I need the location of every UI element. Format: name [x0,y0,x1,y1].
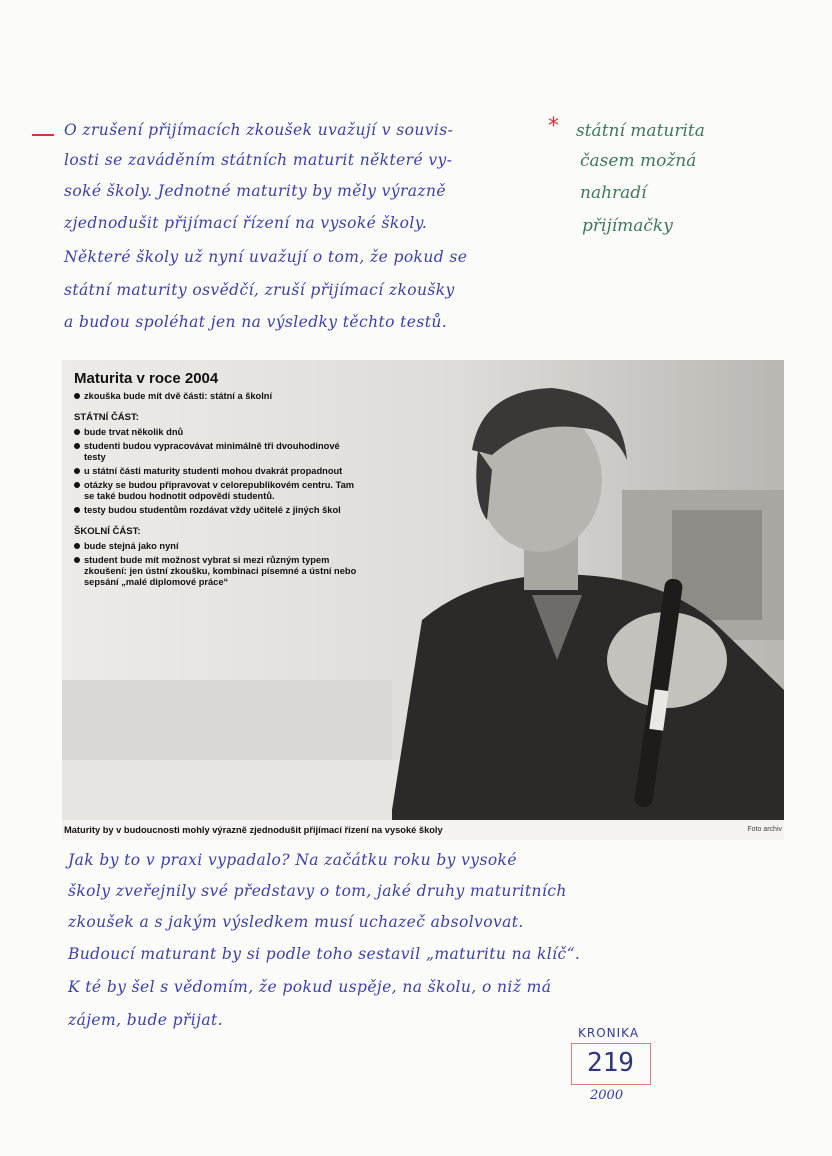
handwriting-line: státní maturity osvědčí, zruší přijímací zkoušky [64,281,455,299]
handwriting-line: losti se zaváděním státních maturit některé vy- [64,151,453,169]
handwriting-line: zkoušek a s jakým výsledkem musí uchazeč absolvovat. [68,913,524,931]
side-note-line: přijímačky [582,216,673,236]
photo-caption [62,820,784,840]
list-item: bude stejná jako nyní [70,541,360,552]
handwriting-line: zájem, bude přijat. [68,1011,223,1029]
list-item: u státní části maturity studenti mohou dvakrát propadnout [70,466,360,477]
margin-dash [32,134,54,136]
handwriting-line: Jak by to v praxi vypadalo? Na začátku roku by vysoké [68,851,517,869]
handwriting-line: Některé školy už nyní uvažují o tom, že pokud se [64,248,468,266]
handwriting-line: soké školy. Jednotné maturity by měly výrazně [64,182,446,200]
clipping-title: Maturita v roce 2004 [74,370,219,387]
asterisk-mark: * [548,114,559,139]
photo-credit: Foto archiv [747,826,782,833]
state-section-heading: STÁTNÍ ČÁST: [74,412,139,423]
list-item: bude trvat několik dnů [70,427,360,438]
side-note-line: časem možná [580,151,697,171]
list-item: studenti budou vypracovávat minimálně tři dvouhodinové testy [70,441,360,463]
newspaper-clipping [62,360,784,840]
list-item: student bude mít možnost vybrat si mezi různým typem zkoušení: jen ústní zkoušku, kombinaci písemné a ústní nebo sepsání „malé diplomové práce“ [70,555,360,588]
chronicle-year: 2000 [590,1088,624,1103]
handwriting-line: a budou spoléhat jen na výsledky těchto testů. [64,313,448,331]
list-item: otázky se budou připravovat v celorepublikovém centru. Tam se také budou hodnotit odpovědi studentů. [70,480,360,502]
handwriting-line: Budoucí maturant by si podle toho sestavil „maturitu na klíč“. [68,945,581,963]
school-section-heading: ŠKOLNÍ ČÁST: [74,526,141,537]
caption-text: Maturity by v budoucnosti mohly výrazně zjednodušit přijímací řízení na vysoké školy [64,825,443,835]
info-box [70,366,360,591]
handwriting-line: školy zveřejnily své představy o tom, jaké druhy maturitních [68,882,567,900]
handwriting-line: K té by šel s vědomím, že pokud uspěje, na školu, o niž má [68,978,552,996]
chronicle-label: KRONIKA [578,1026,640,1040]
page-number: 219 [587,1048,634,1078]
intro-bullet: zkouška bude mít dvě části: státní a školní [70,391,360,402]
side-note-line: státní maturita [576,121,705,141]
side-note-line: nahradí [580,183,647,203]
handwriting-line: zjednodušit přijímací řízení na vysoké školy. [64,214,428,232]
handwriting-line: O zrušení přijímacích zkoušek uvažují v souvis- [64,121,454,139]
list-item: testy budou studentům rozdávat vždy učitelé z jiných škol [70,505,360,516]
